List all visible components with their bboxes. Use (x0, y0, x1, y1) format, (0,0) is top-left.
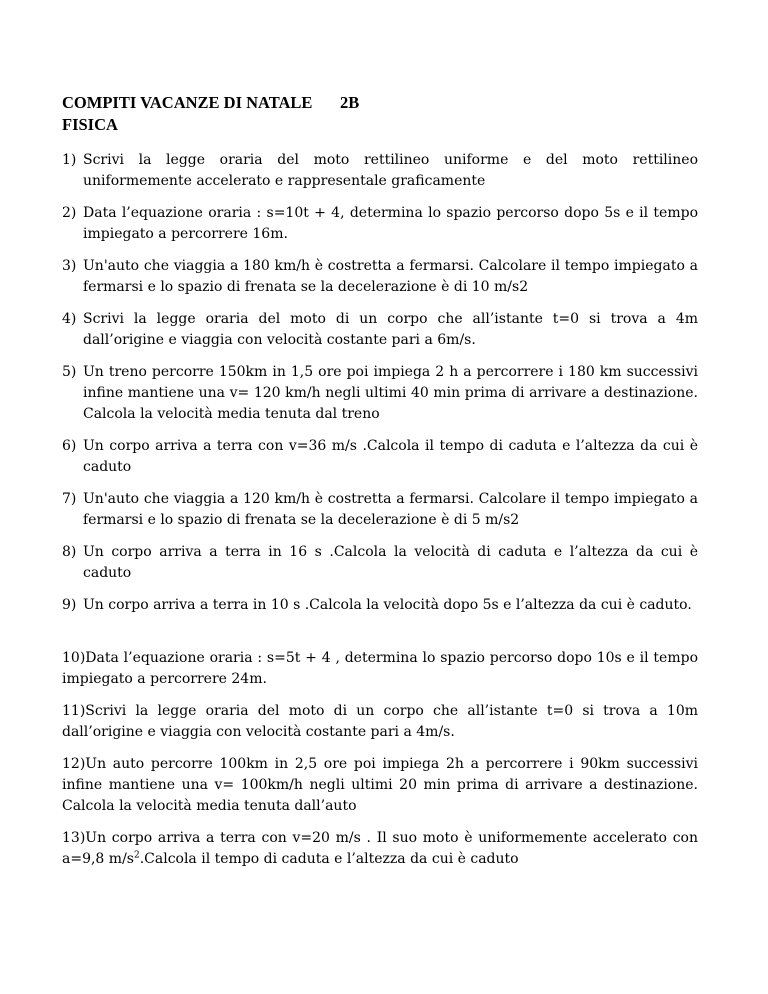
question-number: 3) (62, 258, 77, 274)
question-number: 9) (62, 597, 77, 613)
question-item (62, 701, 698, 743)
question-item (62, 436, 698, 478)
question-item (62, 542, 698, 584)
question-text-continued: .Calcola il tempo di caduta e l’altezza da cui è caduto (139, 851, 519, 867)
subject-heading: FISICA (62, 115, 118, 134)
question-number: 13) (62, 830, 86, 846)
question-text: Un corpo arriva a terra in 10 s .Calcola la velocità dopo 5s e l’altezza da cui è caduto. (83, 597, 692, 613)
question-item (62, 648, 698, 690)
question-text: Scrivi la legge oraria del moto di un corpo che all’istante t=0 si trova a 4m dall’origine e viaggia con velocità costante pari a 6m/s. (83, 311, 698, 348)
class-label: 2B (340, 93, 360, 112)
document-title (62, 92, 360, 114)
title-text: COMPITI VACANZE DI NATALE (62, 93, 313, 112)
question-number: 2) (62, 205, 77, 221)
question-text: Data l’equazione oraria : s=10t + 4, determina lo spazio percorso dopo 5s e il tempo impiegato a percorrere 16m. (83, 205, 698, 242)
question-item (62, 203, 698, 245)
question-number: 4) (62, 311, 77, 327)
question-item (62, 150, 698, 192)
question-item (62, 362, 698, 425)
question-number: 5) (62, 364, 77, 380)
question-text: Scrivi la legge oraria del moto rettilineo uniforme e del moto rettilineo uniformemente accelerato e rappresentale graficamente (83, 152, 698, 189)
question-text: Un'auto che viaggia a 180 km/h è costretta a fermarsi. Calcolare il tempo impiegato a fermarsi e lo spazio di frenata se la decelerazione è di 10 m/s2 (83, 258, 698, 295)
question-number: 7) (62, 491, 77, 507)
question-item (62, 595, 698, 616)
question-text: Un corpo arriva a terra con v=20 m/s . Il suo moto è uniformemente accelerato con a=9,8 m/s (62, 830, 698, 867)
exponent: 2 (133, 850, 140, 861)
question-text: Un auto percorre 100km in 2,5 ore poi impiega 2h a percorrere i 90km successivi infine mantiene una v= 100km/h negli ultimi 20 min prima di arrivare a destinazione. Calcola la velocità media tenuta dall’auto (62, 756, 698, 814)
question-number: 6) (62, 438, 77, 454)
question-item (62, 309, 698, 351)
question-text: Scrivi la legge oraria del moto di un corpo che all’istante t=0 si trova a 10m dall’origine e viaggia con velocità costante pari a 4m/s. (62, 703, 698, 740)
question-number: 1) (62, 152, 77, 168)
question-text: Un'auto che viaggia a 120 km/h è costretta a fermarsi. Calcolare il tempo impiegato a fermarsi e lo spazio di frenata se la decelerazione è di 5 m/s2 (83, 491, 698, 528)
question-text: Un corpo arriva a terra con v=36 m/s .Calcola il tempo di caduta e l’altezza da cui è caduto (83, 438, 698, 475)
question-number: 10) (62, 650, 86, 666)
question-item (62, 489, 698, 531)
question-item (62, 828, 698, 870)
question-number: 11) (62, 703, 86, 719)
question-item (62, 256, 698, 298)
question-number: 12) (62, 756, 86, 772)
question-item (62, 754, 698, 817)
question-text: Un corpo arriva a terra in 16 s .Calcola la velocità di caduta e l’altezza da cui è caduto (83, 544, 698, 581)
question-text: Data l’equazione oraria : s=5t + 4 , determina lo spazio percorso dopo 10s e il tempo impiegato a percorrere 24m. (62, 650, 698, 687)
question-number: 8) (62, 544, 77, 560)
question-text: Un treno percorre 150km in 1,5 ore poi impiega 2 h a percorrere i 180 km successivi infine mantiene una v= 120 km/h negli ultimi 40 min prima di arrivare a destinazione. Calcola la velocità media tenuta dal treno (83, 364, 698, 422)
